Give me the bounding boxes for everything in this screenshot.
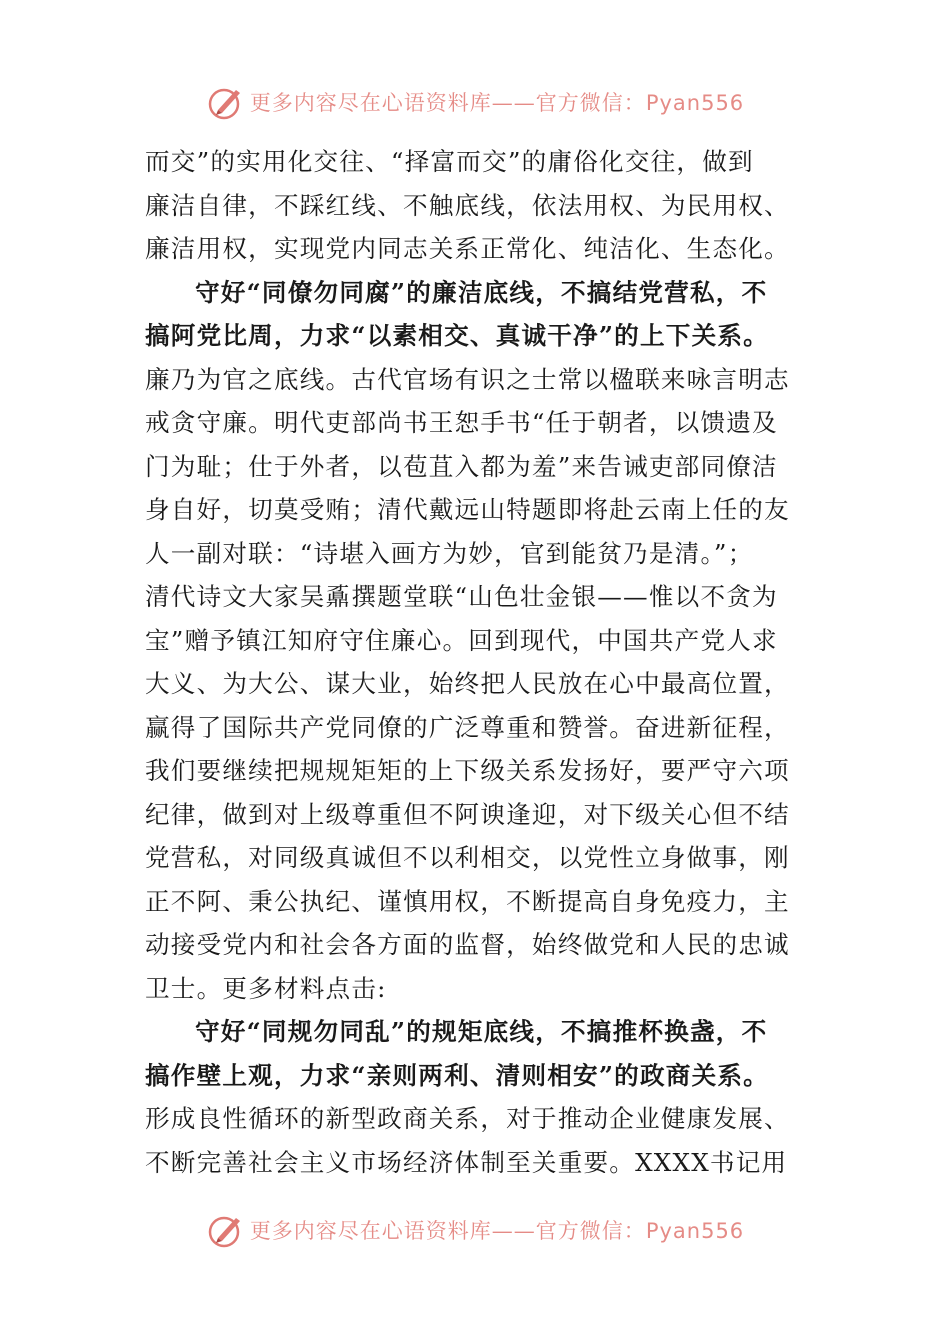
bold-heading-1: 守好“同僚勿同腐”的廉洁底线，不搞结党营私，不 xyxy=(195,277,768,307)
document-body xyxy=(145,140,810,1184)
pen-circle-logo-icon xyxy=(206,1210,246,1250)
footer-banner xyxy=(0,1210,950,1250)
footer-banner-text: 更多内容尽在心语资料库——官方微信：Pyan556 xyxy=(249,1219,745,1243)
paragraph-2: 守好“同僚勿同腐”的廉洁底线，不搞结党营私，不 搞阿党比周，力求“以素相交、真诚干净”的上下关系。 廉乃为官之底线。古代官场有识之士常以楹联来咏言明志 戒贪守廉。明代吏部尚书王恕手书“任于朝者，以馈遗及 门为耻；仕于外者，以苞苴入都为羞”来告诫吏部同僚洁 身自好，切莫受贿；清代戴远山特题即将赴云南上任的友 人一副对联：“诗堪入画方为妙，官到能贫乃是清。”； 清代诗文大家吴鼒撰题堂联“山色壮金银——惟以不贪为 宝”赠予镇江知府守住廉心。回到现代，中国共产党人求 大义、为大公、谋大业，始终把人民放在心中最高位置， 赢得了国际共产党同僚的广泛尊重和赞誉。奋进新征程， 我们要继续把规规矩矩的上下级关系发扬好，要严守六项 纪律，做到对上级尊重但不阿谀逢迎，对下级关心但不结 党营私，对同级真诚但不以利相交，以党性立身做事，刚 正不阿、秉公执纪、谨慎用权，不断提高自身免疫力，主 动接受党内和社会各方面的监督，始终做党和人民的忠诚 卫士。更多材料点击: xyxy=(145,271,810,1011)
pen-circle-logo-icon xyxy=(206,82,246,122)
paragraph-1: 而交”的实用化交往、“择富而交”的庸俗化交往，做到 廉洁自律，不踩红线、不触底线，依法用权、为民用权、 廉洁用权，实现党内同志关系正常化、纯洁化、生态化。 xyxy=(145,147,790,263)
header-banner xyxy=(0,82,950,122)
bold-heading-2: 守好“同规勿同乱”的规矩底线，不搞推杯换盏，不 xyxy=(195,1017,768,1046)
header-banner-text: 更多内容尽在心语资料库——官方微信：Pyan556 xyxy=(249,91,745,115)
paragraph-3: 守好“同规勿同乱”的规矩底线，不搞推杯换盏，不 搞作壁上观，力求“亲则两利、清则相安”的政商关系。 形成良性循环的新型政商关系，对于推动企业健康发展、 不断完善社会主义市场经济体制至关重要。XXXX书记用 xyxy=(145,1010,810,1184)
